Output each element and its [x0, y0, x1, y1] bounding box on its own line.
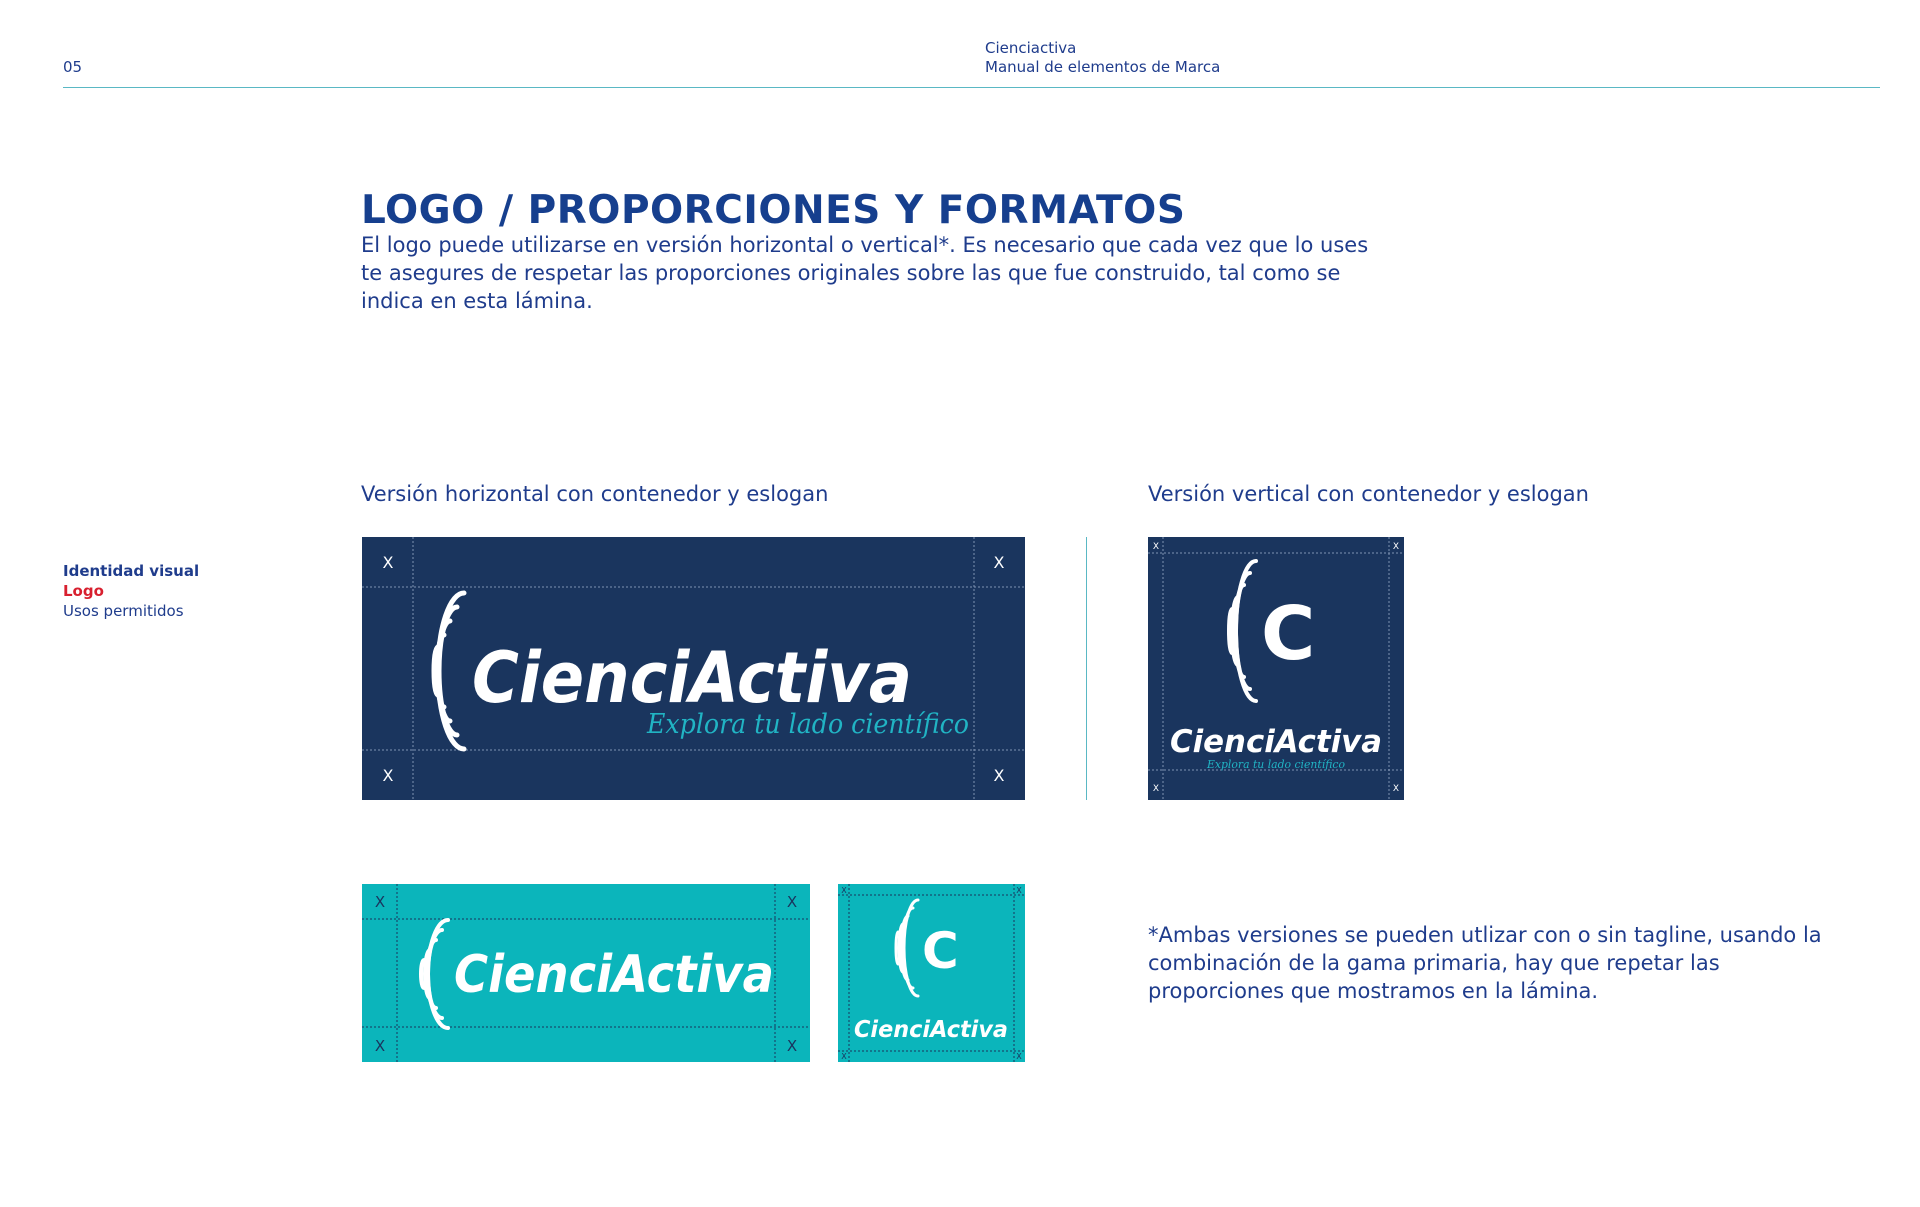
intro-paragraph: El logo puede utilizarse en versión horizontal o vertical*. Es necesario que cada vez que lo uses te asegures de respetar las proporciones originales sobre las que fue construido, tal como se indica en esta lámina.	[361, 233, 1369, 313]
logo-monogram-letter: C	[1261, 591, 1316, 677]
header-document-title: Manual de elementos de Marca	[985, 58, 1221, 76]
nav-current-logo: Logo	[63, 582, 104, 600]
nav-section-identidad-visual: Identidad visual	[63, 562, 200, 580]
clearspace-marker: X	[1152, 542, 1160, 552]
vertical-divider	[1086, 537, 1087, 800]
clearspace-marker: X	[786, 1037, 798, 1055]
clearspace-marker: X	[993, 553, 1005, 572]
side-navigation	[63, 561, 199, 621]
clearspace-marker: X	[382, 553, 394, 572]
logo-wordmark: CienciActiva	[854, 1017, 1008, 1043]
logo-vertical-navy-artwork	[1148, 537, 1404, 800]
header-brand-block	[985, 39, 1220, 77]
usage-note: *Ambas versiones se pueden utlizar con o sin tagline, usando la combinación de la gama primaria, hay que repetar las proporciones que mostramos en la lámina.	[1148, 923, 1822, 1003]
clearspace-marker: X	[1392, 784, 1400, 794]
nav-subsection-usos-permitidos: Usos permitidos	[63, 602, 184, 620]
logo-wordmark: CienciActiva	[1170, 724, 1382, 760]
clearspace-marker: X	[1016, 1052, 1022, 1061]
caption-horizontal-version: Versión horizontal con contenedor y eslogan	[361, 482, 829, 506]
clearspace-marker: X	[786, 893, 798, 911]
logo-vertical-navy	[1148, 537, 1404, 800]
clearspace-marker: X	[374, 893, 386, 911]
page-number: 05	[63, 58, 83, 76]
clearspace-marker: X	[1152, 784, 1160, 794]
header-brand: Cienciactiva	[985, 39, 1077, 57]
clearspace-marker: X	[841, 1052, 847, 1061]
header-divider	[63, 87, 1880, 88]
logo-wordmark: CienciActiva	[472, 637, 912, 719]
logo-horizontal-navy-artwork	[362, 537, 1025, 800]
logo-slogan: Explora tu lado científico	[646, 709, 969, 740]
logo-horizontal-navy	[362, 537, 1025, 800]
logo-monogram-letter: C	[922, 922, 959, 980]
clearspace-marker: X	[993, 766, 1005, 785]
clearspace-marker: X	[382, 766, 394, 785]
logo-vertical-teal	[838, 884, 1025, 1062]
clearspace-marker: X	[1016, 886, 1022, 895]
clearspace-marker: X	[374, 1037, 386, 1055]
logo-slogan: Explora tu lado científico	[1206, 758, 1346, 771]
logo-wordmark: CienciActiva	[454, 945, 774, 1005]
logo-horizontal-teal-artwork	[362, 884, 810, 1062]
logo-vertical-teal-artwork	[838, 884, 1025, 1062]
clearspace-marker: X	[841, 886, 847, 895]
page-title: LOGO / PROPORCIONES Y FORMATOS	[361, 188, 1186, 233]
caption-vertical-version: Versión vertical con contenedor y eslogan	[1148, 482, 1589, 506]
clearspace-marker: X	[1392, 542, 1400, 552]
logo-horizontal-teal	[362, 884, 810, 1062]
